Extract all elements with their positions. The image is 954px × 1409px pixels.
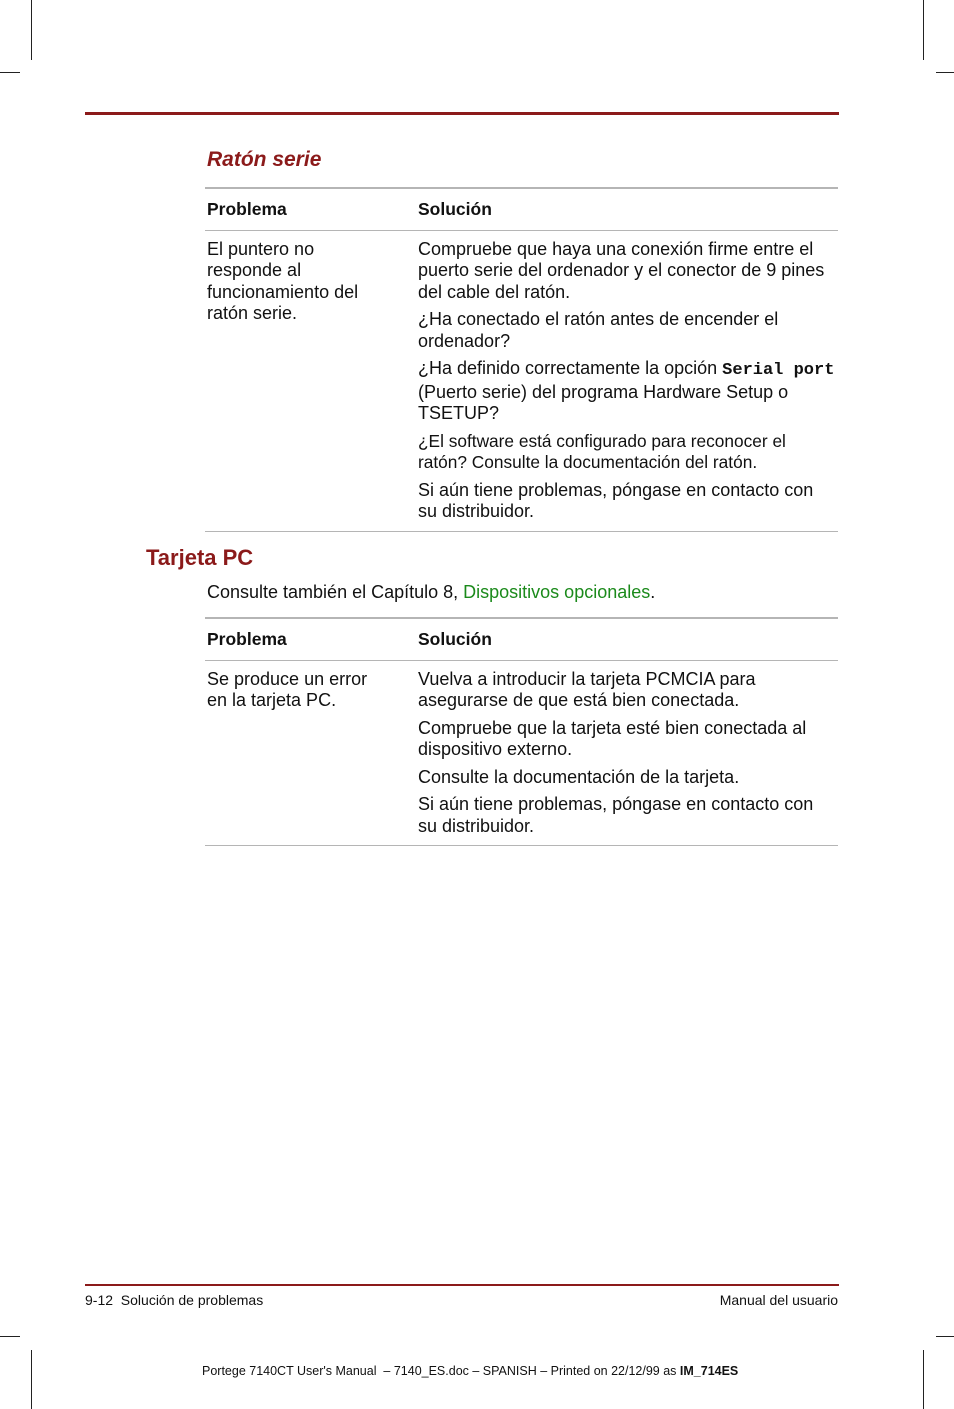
crop-mark [936, 72, 954, 73]
solution-paragraph: ¿El software está configurado para reconocer el ratón? Consulte la documentación del ratón. [418, 430, 786, 472]
solution-paragraph: Compruebe que la tarjeta esté bien conectada al dispositivo externo. [418, 717, 807, 759]
pc-card-table [205, 617, 838, 846]
footer-page-section: 9-12 Solución de problemas [85, 1292, 264, 1308]
column-header-solution: Solución [416, 618, 838, 660]
table-row [205, 660, 838, 846]
solution-paragraph [418, 358, 836, 425]
chapter-link[interactable]: Dispositivos opcionales [463, 582, 651, 602]
solution-text: ¿Ha definido correctamente la opción [418, 358, 723, 378]
footer-manual-title: Manual del usuario [719, 1292, 838, 1308]
serial-mouse-table [205, 187, 838, 532]
solution-paragraph: Compruebe que haya una conexión firme entre el puerto serie del ordenador y el conector de 9 pines del cable del ratón. [418, 238, 825, 302]
problem-text: Se produce un error en la tarjeta PC. [207, 668, 368, 710]
solution-paragraph: Consulte la documentación de la tarjeta. [418, 766, 740, 787]
setting-name-code: Serial port [722, 361, 835, 380]
column-header-solution: Solución [416, 188, 838, 230]
problem-cell [205, 660, 416, 846]
intro-post: . [650, 582, 656, 602]
problem-text: El puntero no responde al funcionamiento del ratón serie. [207, 238, 359, 323]
intro-pre: Consulte también el Capítulo 8, [207, 582, 464, 602]
solution-paragraph: Si aún tiene problemas, póngase en contacto con su distribuidor. [418, 794, 814, 836]
crop-mark [0, 1336, 20, 1337]
solution-cell [416, 660, 838, 846]
crop-mark [936, 1336, 954, 1337]
crop-mark [923, 0, 924, 60]
table-row [205, 230, 838, 531]
section-heading-tarjeta-pc: Tarjeta PC [146, 545, 254, 570]
crop-mark [0, 72, 20, 73]
print-info-text: Portege 7140CT User's Manual – 7140_ES.doc – SPANISH – Printed on 22/12/99 as [202, 1364, 680, 1378]
solution-cell [416, 230, 838, 531]
print-info [202, 1364, 738, 1378]
solution-text: (Puerto serie) del programa Hardware Setup o TSETUP? [418, 381, 789, 423]
column-header-problem: Problema [205, 618, 416, 660]
section-heading-raton-serie: Ratón serie [207, 148, 322, 171]
intro-text [207, 582, 655, 603]
header-rule [85, 112, 839, 115]
crop-mark [923, 1350, 924, 1409]
footer-rule [85, 1284, 839, 1286]
print-info-code: IM_714ES [679, 1364, 739, 1378]
solution-paragraph: ¿Ha conectado el ratón antes de encender el ordenador? [418, 309, 779, 351]
crop-mark [31, 1350, 32, 1409]
solution-paragraph: Si aún tiene problemas, póngase en contacto con su distribuidor. [418, 479, 814, 521]
table-header-row [205, 188, 838, 230]
solution-paragraph: Vuelva a introducir la tarjeta PCMCIA para asegurarse de que está bien conectada. [418, 668, 756, 710]
crop-mark [31, 0, 32, 60]
table-header-row [205, 618, 838, 660]
column-header-problem: Problema [205, 188, 416, 230]
problem-cell [205, 230, 416, 531]
